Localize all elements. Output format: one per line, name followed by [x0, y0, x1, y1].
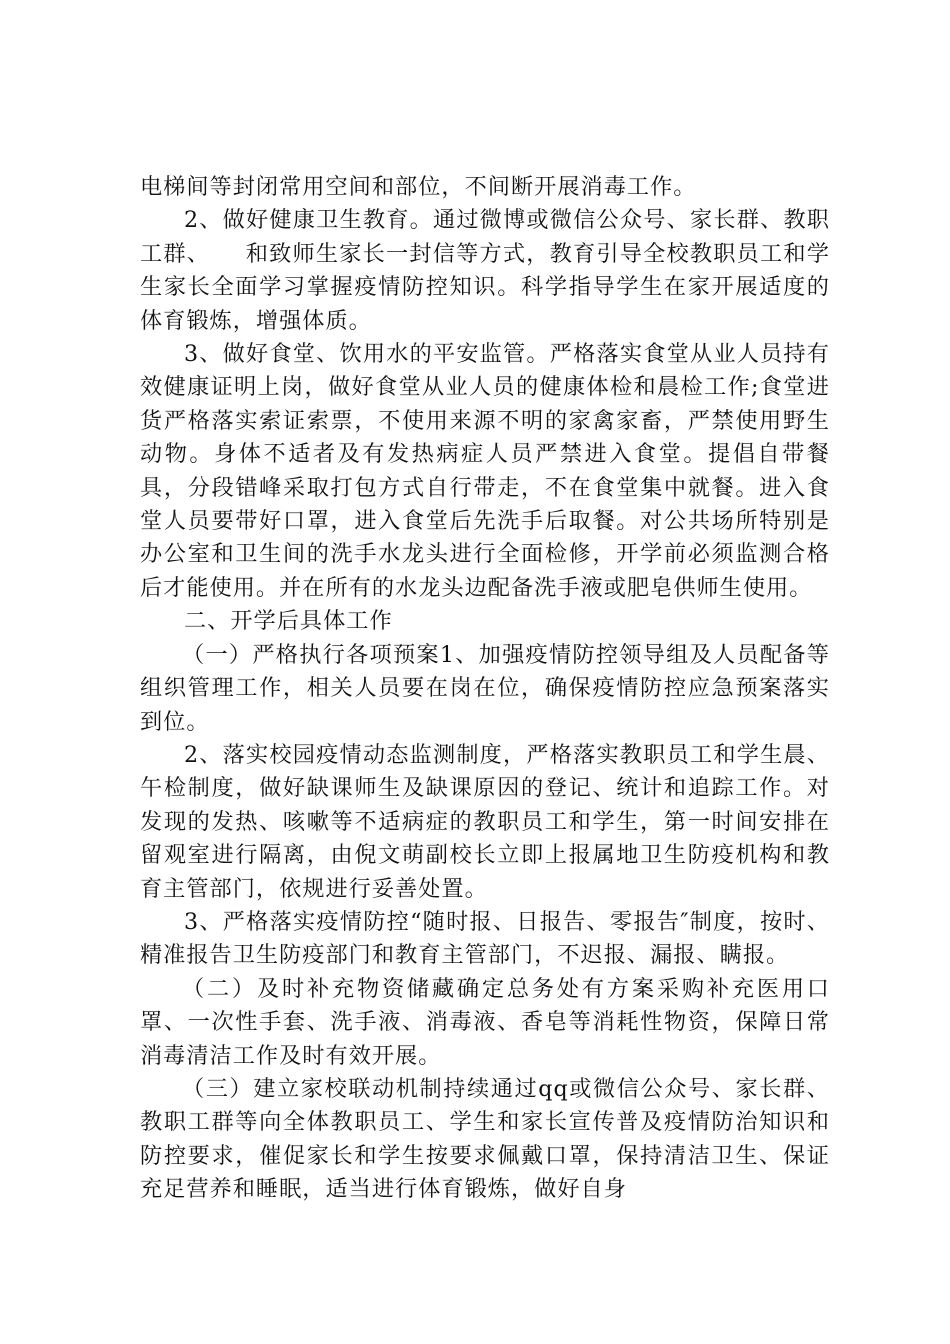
paragraph-execute-plans: （一）严格执行各项预案1、加强疫情防控领导组及人员配备等组织管理工作，相关人员要在岗在位，确保疫情防控应急预案落实到位。: [140, 641, 830, 735]
paragraph-reporting-system: 3、严格落实疫情防控“随时报、日报告、零报告″制度，按时、精准报告卫生防疫部门和教育主管部门，不迟报、漏报、瞒报。: [140, 908, 830, 969]
section-heading-after-school-start: 二、开学后具体工作: [184, 608, 393, 635]
paragraph-canteen-water-safety: 3、做好食堂、饮用水的平安监管。严格落实食堂从业人员持有效健康证明上岗，做好食堂从业人员的健康体检和晨检工作;食堂进货严格落实索证索票，不使用来源不明的家禽家畜，严禁使用野生动物。身体不适者及有发热病症人员严禁进入食堂。提倡自带餐具，分段错峰采取打包方式自行带走，不在食堂集中就餐。进入食堂人员要带好口罩，进入食堂后先洗手后取餐。对公共场所特别是办公室和卫生间的洗手水龙头进行全面检修，开学前必须监测合格后才能使用。并在所有的水龙头边配备洗手液或肥皂供师生使用。: [140, 341, 830, 601]
paragraph-supplies-reserve: （二）及时补充物资储藏确定总务处有方案采购补充医用口罩、一次性手套、洗手液、消毒液、香皂等消耗性物资，保障日常消毒清洁工作及时有效开展。: [140, 975, 830, 1069]
paragraph-home-school-linkage: （三）建立家校联动机制持续通过qq或微信公众号、家长群、教职工群等向全体教职员工、学生和家长宣传普及疫情防治知识和防控要求，催促家长和学生按要求佩戴口罩，保持清洁卫生、保证充足营养和睡眠，适当进行体育锻炼，做好自身: [140, 1075, 830, 1203]
paragraph-disinfection-continued: 电梯间等封闭常用空间和部位，不间断开展消毒工作。: [140, 174, 697, 200]
document-body: [140, 171, 830, 1207]
paragraph-monitoring-system: 2、落实校园疫情动态监测制度，严格落实教职员工和学生晨、午检制度，做好缺课师生及缺课原因的登记、统计和追踪工作。对发现的发热、咳嗽等不适病症的教职员工和学生，第一时间安排在留观室进行隔离，由倪文萌副校长立即上报属地卫生防疫机构和教育主管部门，依规进行妥善处置。: [140, 741, 830, 902]
paragraph-health-education: 2、做好健康卫生教育。通过微博或微信公众号、家长群、教职工群、 和致师生家长一封信等方式，教育引导全校教职员工和学生家长全面学习掌握疫情防控知识。科学指导学生在家开展适度的体育锻炼，增强体质。: [140, 207, 830, 334]
